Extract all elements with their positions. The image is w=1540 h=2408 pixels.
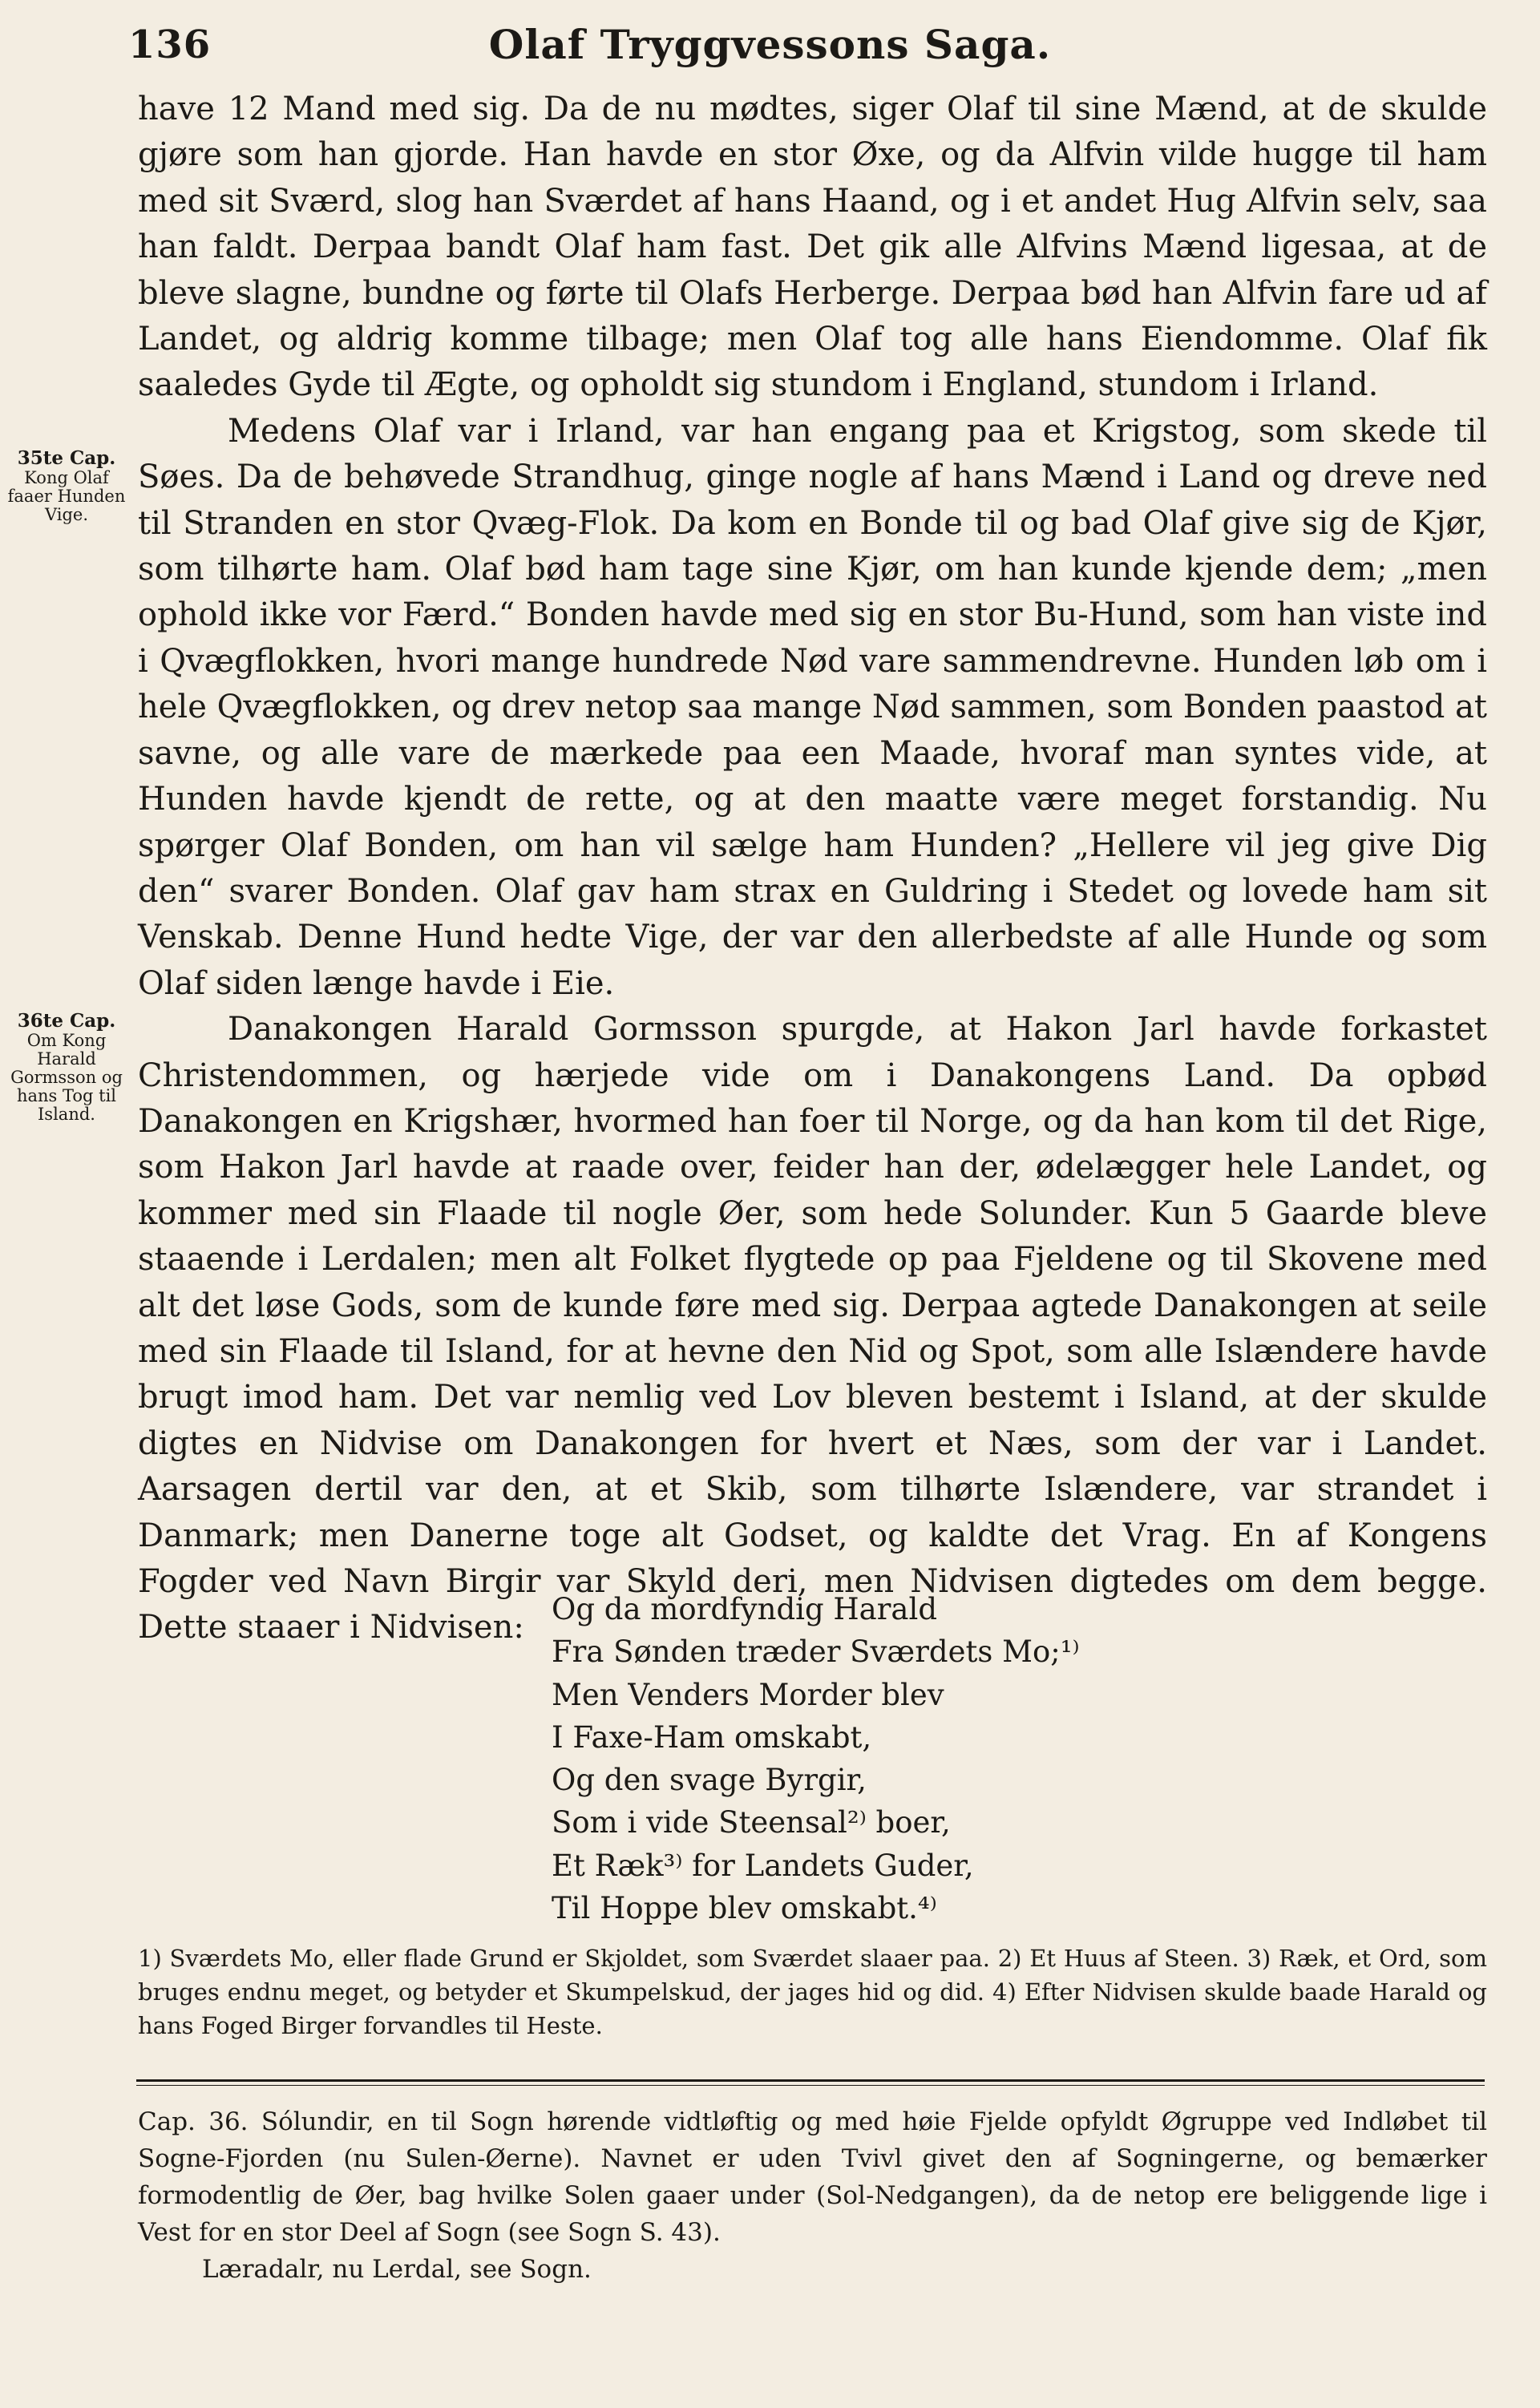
page-header	[0, 18, 1540, 74]
commentary-notes	[138, 2103, 1487, 2288]
paragraph: have 12 Mand med sig. Da de nu mødtes, siger Olaf til sine Mænd, at de skulde gjøre som han gjorde. Han havde en stor Øxe, og da Alfvin vilde hugge til ham med sit Sværd, slog han Sværdet af hans Haand, og i et andet Hug Alfvin selv, saa han faldt. Derpaa bandt Olaf ham fast. Det gik alle Alfvins Mænd ligesaa, at de bleve slagne, bundne og førte til Olafs Herberge. Derpaa bød han Alfvin fare ud af Landet, og aldrig komme tilbage; men Olaf tog alle hans Eiendomme. Olaf fik saaledes Gyde til Ægte, og opholdt sig stundom i England, stundom i Irland.	[138, 91, 1487, 404]
footnote-text: 1) Sværdets Mo, eller flade Grund er Skjoldet, som Sværdet slaaer paa. 2) Et Huus af Steen. 3) Ræk, et Ord, som bruges endnu meget, og betyder et Skumpelskud, der jages hid og did. 4) Efter Nidvisen skulde baade Harald og hans Foged Birger forvandles til Heste.	[138, 1945, 1487, 2039]
poem-line: Men Venders Morder blev	[552, 1677, 944, 1712]
note-laeradalr: Læradalr, nu Lerdal, see Sogn.	[202, 2255, 592, 2284]
poem-line: Som i vide Steensal²⁾ boer,	[552, 1805, 951, 1840]
poem-line: Og den svage Byrgir,	[552, 1763, 867, 1798]
margin-note-cap: 36te Cap.	[17, 1010, 116, 1032]
footnotes	[138, 1941, 1487, 2042]
margin-note-36	[3, 1012, 130, 1124]
note-cap36: Cap. 36. Sólundir, en til Sogn hørende vidtløftig og med høie Fjelde opfyldt Øgruppe ved Indløbet til Sogne-Fjorden (nu Sulen-Øerne). Navnet er uden Tvivl givet den af Sogningerne, og bemærker formodentlig de Øer, bag hvilke Solen gaaer under (Sol-Nedgangen), da de netop ere beliggende lige i Vest for en stor Deel af Sogn (see Sogn S. 43).	[138, 2107, 1487, 2247]
body-text	[138, 87, 1487, 1651]
poem-line: Og da mordfyndig Harald	[552, 1592, 937, 1626]
poem-line: Et Ræk³⁾ for Landets Guder,	[552, 1848, 974, 1883]
divider-rule	[136, 2085, 1485, 2086]
page-number: 136	[128, 22, 212, 67]
poem-line: I Faxe-Ham omskabt,	[552, 1719, 872, 1755]
margin-note-text: Kong Olaf faaer Hunden Vige.	[7, 468, 126, 524]
margin-note-text: Om Kong Harald Gormsson og hans Tog til Island.	[10, 1031, 123, 1124]
poem-nidvise	[552, 1588, 1273, 1929]
margin-note-35	[3, 449, 130, 524]
divider-rule	[136, 2079, 1485, 2082]
poem-line: Til Hoppe blev omskabt.⁴⁾	[552, 1891, 937, 1926]
running-title: Olaf Tryggvessons Saga.	[488, 21, 1052, 68]
paragraph: Danakongen Harald Gormsson spurgde, at Hakon Jarl havde forkastet Christendommen, og hærjede vide om i Danakongens Land. Da opbød Danakongen en Krigshær, hvormed han foer til Norge, og da han kom til det Rige, som Hakon Jarl havde at raade over, feider han der, ødelægger hele Landet, og kommer med sin Flaade til nogle Øer, som hede Solunder. Kun 5 Gaarde bleve staaende i Lerdalen; men alt Folket flygtede op paa Fjeldene og til Skovene med alt det løse Gods, som de kunde føre med sig. Derpaa agtede Danakongen at seile med sin Flaade til Island, for at hevne den Nid og Spot, som alle Islændere havde brugt imod ham. Det var nemlig ved Lov bleven bestemt i Island, at der skulde digtes en Nidvise om Danakongen for hvert et Næs, som der var i Landet. Aarsagen dertil var den, at et Skib, som tilhørte Islændere, var strandet i Danmark; men Danerne toge alt Godset, og kaldte det Vrag. En af Kongens Fogder ved Navn Birgir var Skyld deri, men Nidvisen digtedes om dem begge. Dette staaer i Nidvisen:	[138, 1011, 1487, 1646]
paragraph: Medens Olaf var i Irland, var han engang paa et Krigstog, som skede til Søes. Da de behøvede Strandhug, ginge nogle af hans Mænd i Land og dreve ned til Stranden en stor Qvæg-Flok. Da kom en Bonde til og bad Olaf give sig de Kjør, som tilhørte ham. Olaf bød ham tage sine Kjør, om han kunde kjende dem; „men ophold ikke vor Færd.“ Bonden havde med sig en stor Bu-Hund, som han viste ind i Qvægflokken, hvori mange hundrede Nød vare sammendrevne. Hunden løb om i hele Qvægflokken, og drev netop saa mange Nød sammen, som Bonden paastod at savne, og alle vare de mærkede paa een Maade, hvoraf man syntes vide, at Hunden havde kjendt de rette, og at den maatte være meget forstandig. Nu spørger Olaf Bonden, om han vil sælge ham Hunden? „Hellere vil jeg give Dig den“ svarer Bonden. Olaf gav ham strax en Guldring i Stedet og lovede ham sit Venskab. Denne Hund hedte Vige, der var den allerbedste af alle Hunde og som Olaf siden længe havde i Eie.	[138, 412, 1487, 1002]
poem-line: Fra Sønden træder Sværdets Mo;¹⁾	[552, 1634, 1080, 1670]
margin-note-cap: 35te Cap.	[17, 447, 116, 469]
